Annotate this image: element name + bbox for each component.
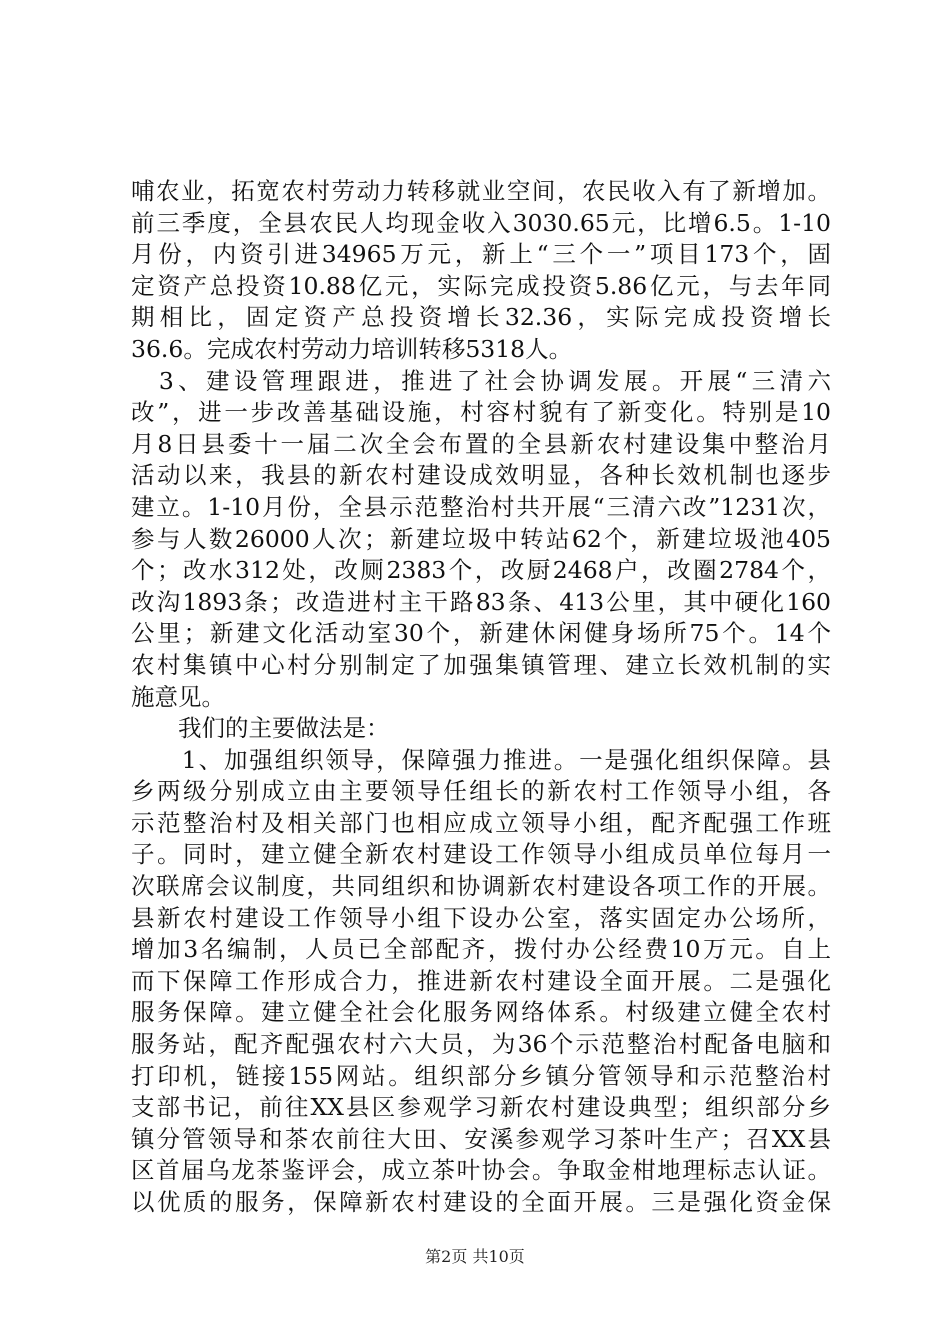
text-line: 期相比，固定资产总投资增长32.36，实际完成投资增长 [131,303,831,332]
body-text [131,176,831,1219]
text-line: 打印机，链接155网站。组织部分乡镇分管领导和示范整治村 [131,1061,831,1090]
text-line: 我们的主要做法是： [131,714,390,743]
text-line: 定资产总投资10.88亿元，实际完成投资5.86亿元，与去年同 [131,271,831,300]
text-line: 增加3名编制，人员已全部配齐，拨付办公经费10万元。自上 [131,935,831,964]
text-line: 1、加强组织领导，保障强力推进。一是强化组织保障。县 [131,745,831,774]
text-line: 乡两级分别成立由主要领导任组长的新农村工作领导小组，各 [131,777,831,806]
text-line: 次联席会议制度，共同组织和协调新农村建设各项工作的开展。 [131,872,831,901]
text-line: 子。同时，建立健全新农村建设工作领导小组成员单位每月一 [131,840,831,869]
text-line: 36.6。完成农村劳动力培训转移5318人。 [131,334,573,363]
text-line: 而下保障工作形成合力，推进新农村建设全面开展。二是强化 [131,966,831,995]
text-line: 建立。1-10月份，全县示范整治村共开展“三清六改”1231次， [131,492,831,521]
text-line: 县新农村建设工作领导小组下设办公室，落实固定办公场所， [131,903,831,932]
text-line: 镇分管领导和茶农前往大田、安溪参观学习茶叶生产；召XX县 [131,1124,831,1153]
text-line: 改”，进一步改善基础设施，村容村貌有了新变化。特别是10 [131,398,831,427]
text-line: 月8日县委十一届二次全会布置的全县新农村建设集中整治月 [131,429,831,458]
text-line: 个；改水312处，改厕2383个，改厨2468户，改圈2784个， [131,556,831,585]
text-line: 公里；新建文化活动室30个，新建休闲健身场所75个。14个 [131,619,831,648]
text-line: 施意见。 [131,682,225,711]
text-line: 月份，内资引进34965万元，新上“三个一”项目173个，固 [131,240,831,269]
text-line: 服务站，配齐配强农村六大员，为36个示范整治村配备电脑和 [131,1030,831,1059]
text-line: 服务保障。建立健全社会化服务网络体系。村级建立健全农村 [131,998,831,1027]
text-line: 哺农业，拓宽农村劳动力转移就业空间，农民收入有了新增加。 [131,177,831,205]
text-line: 3、建设管理跟进，推进了社会协调发展。开展“三清六 [131,366,831,395]
text-line: 区首届乌龙茶鉴评会，成立茶叶协会。争取金柑地理标志认证。 [131,1156,831,1185]
text-line: 农村集镇中心村分别制定了加强集镇管理、建立长效机制的实 [131,650,831,679]
text-line: 活动以来，我县的新农村建设成效明显，各种长效机制也逐步 [131,461,831,490]
text-line: 示范整治村及相关部门也相应成立领导小组，配齐配强工作班 [131,808,831,837]
text-line: 前三季度，全县农民人均现金收入3030.65元，比增6.5。1-10 [131,208,831,237]
text-line: 改沟1893条；改造进村主干路83条、413公里，其中硬化160 [131,587,831,616]
text-line: 以优质的服务，保障新农村建设的全面开展。三是强化资金保 [131,1188,831,1216]
text-line: 参与人数26000人次；新建垃圾中转站62个，新建垃圾池405 [131,524,831,553]
page-footer: 第2页 共10页 [425,1247,525,1266]
text-line: 支部书记，前往XX县区参观学习新农村建设典型；组织部分乡 [131,1093,831,1122]
